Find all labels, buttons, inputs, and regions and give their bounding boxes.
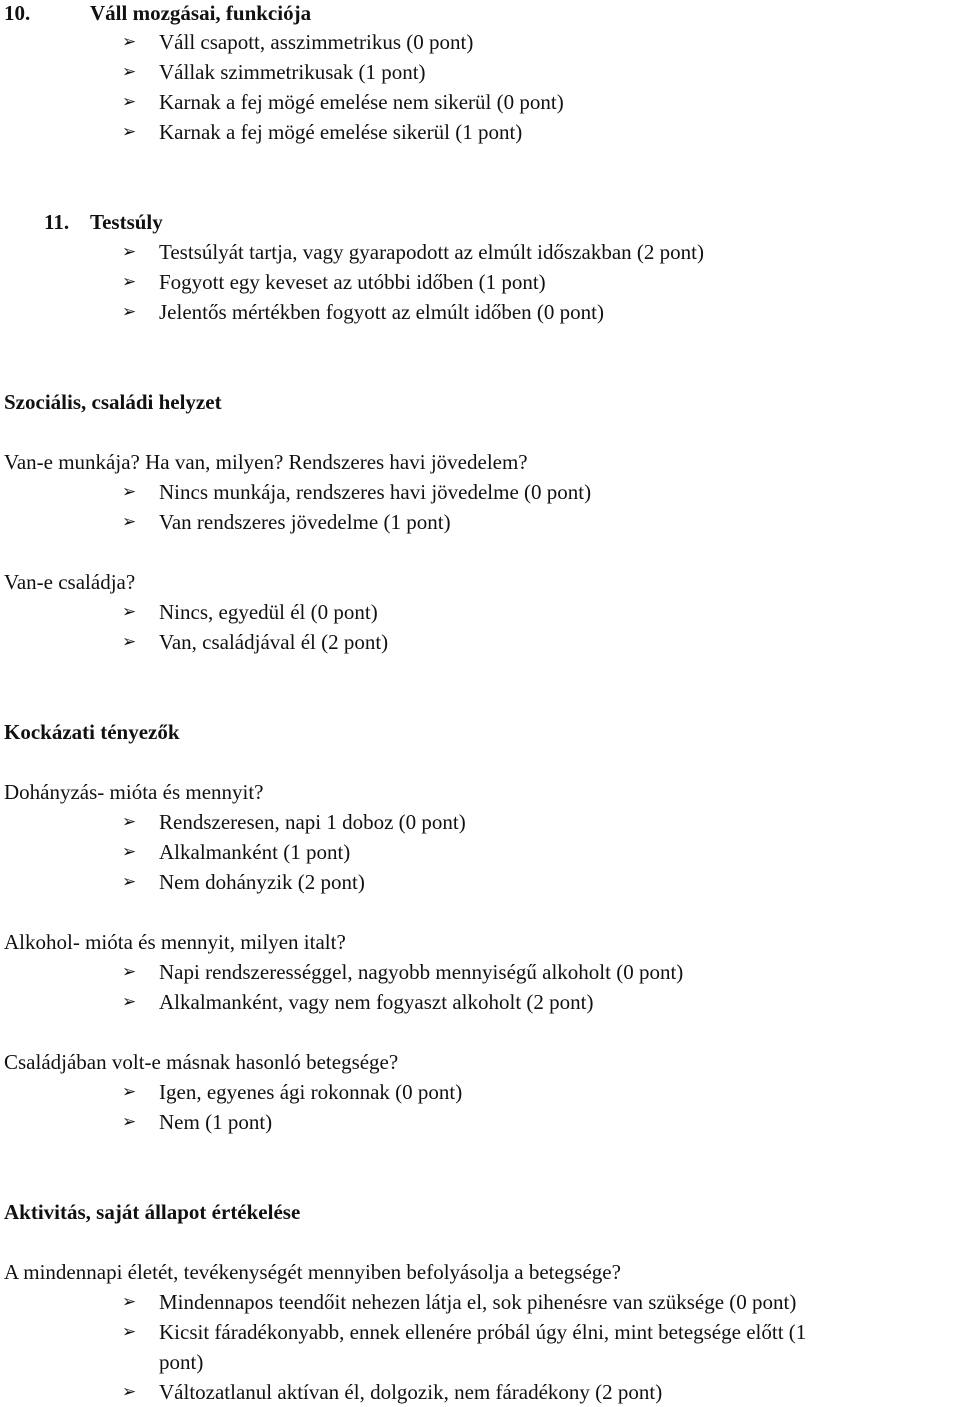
list-item: Napi rendszerességgel, nagyobb mennyiségű alkoholt (0 pont) — [159, 960, 684, 984]
bullet-arrow-icon: ➢ — [122, 1112, 137, 1132]
bullet-arrow-icon: ➢ — [122, 1322, 137, 1342]
activity-question: A mindennapi életét, tevékenységét mennyiben befolyásolja a betegsége? — [4, 1260, 621, 1284]
bullet-arrow-icon: ➢ — [122, 62, 137, 82]
list-item: Alkalmanként (1 pont) — [159, 840, 351, 864]
section-11-title: Testsúly — [90, 210, 163, 234]
list-item: Kicsit fáradékonyabb, ennek ellenére próbál úgy élni, mint betegsége előtt (1 — [159, 1320, 807, 1344]
section-10-title: Váll mozgásai, funkciója — [90, 1, 312, 25]
list-item: Jelentős mértékben fogyott az elmúlt időben (0 pont) — [159, 300, 604, 324]
list-item: Változatlanul aktívan él, dolgozik, nem fáradékony (2 pont) — [159, 1380, 663, 1404]
section-10-number: 10. — [4, 1, 31, 25]
list-item: Nem (1 pont) — [159, 1110, 273, 1134]
bullet-arrow-icon: ➢ — [122, 242, 137, 262]
bullet-arrow-icon: ➢ — [122, 1382, 137, 1402]
social-heading: Szociális, családi helyzet — [4, 390, 222, 414]
list-item: Van, családjával él (2 pont) — [159, 630, 389, 654]
bullet-arrow-icon: ➢ — [122, 122, 137, 142]
risk-question-family-history: Családjában volt-e másnak hasonló betegsége? — [4, 1050, 399, 1074]
bullet-arrow-icon: ➢ — [122, 812, 137, 832]
list-item: Mindennapos teendőit nehezen látja el, sok pihenésre van szüksége (0 pont) — [159, 1290, 797, 1314]
risk-question-smoking: Dohányzás- mióta és mennyit? — [4, 780, 264, 804]
list-item: Nincs munkája, rendszeres havi jövedelme (0 pont) — [159, 480, 592, 504]
list-item: Alkalmanként, vagy nem fogyaszt alkoholt (2 pont) — [159, 990, 594, 1014]
section-11-number: 11. — [44, 210, 70, 234]
bullet-arrow-icon: ➢ — [122, 92, 137, 112]
bullet-arrow-icon: ➢ — [122, 962, 137, 982]
bullet-arrow-icon: ➢ — [122, 842, 137, 862]
bullet-arrow-icon: ➢ — [122, 512, 137, 532]
risk-question-alcohol: Alkohol- mióta és mennyit, milyen italt? — [4, 930, 346, 954]
bullet-arrow-icon: ➢ — [122, 1082, 137, 1102]
bullet-arrow-icon: ➢ — [122, 32, 137, 52]
list-item: Karnak a fej mögé emelése nem sikerül (0 pont) — [159, 90, 564, 114]
social-question-family: Van-e családja? — [4, 570, 136, 594]
list-item: Van rendszeres jövedelme (1 pont) — [159, 510, 451, 534]
bullet-arrow-icon: ➢ — [122, 272, 137, 292]
list-item: Rendszeresen, napi 1 doboz (0 pont) — [159, 810, 466, 834]
bullet-arrow-icon: ➢ — [122, 482, 137, 502]
list-item: Fogyott egy keveset az utóbbi időben (1 pont) — [159, 270, 546, 294]
bullet-arrow-icon: ➢ — [122, 602, 137, 622]
list-item: Váll csapott, asszimmetrikus (0 pont) — [159, 30, 474, 54]
risk-heading: Kockázati tényezők — [4, 720, 180, 744]
social-question-work: Van-e munkája? Ha van, milyen? Rendszeres havi jövedelem? — [4, 450, 528, 474]
list-item: Karnak a fej mögé emelése sikerül (1 pont) — [159, 120, 523, 144]
bullet-arrow-icon: ➢ — [122, 992, 137, 1012]
bullet-arrow-icon: ➢ — [122, 872, 137, 892]
list-item: Igen, egyenes ági rokonnak (0 pont) — [159, 1080, 463, 1104]
list-item: Nincs, egyedül él (0 pont) — [159, 600, 378, 624]
bullet-arrow-icon: ➢ — [122, 632, 137, 652]
activity-heading: Aktivitás, saját állapot értékelése — [4, 1200, 301, 1224]
list-item-continuation: pont) — [159, 1350, 204, 1374]
list-item: Nem dohányzik (2 pont) — [159, 870, 365, 894]
list-item: Testsúlyát tartja, vagy gyarapodott az elmúlt időszakban (2 pont) — [159, 240, 704, 264]
bullet-arrow-icon: ➢ — [122, 1292, 137, 1312]
bullet-arrow-icon: ➢ — [122, 302, 137, 322]
list-item: Vállak szimmetrikusak (1 pont) — [159, 60, 426, 84]
